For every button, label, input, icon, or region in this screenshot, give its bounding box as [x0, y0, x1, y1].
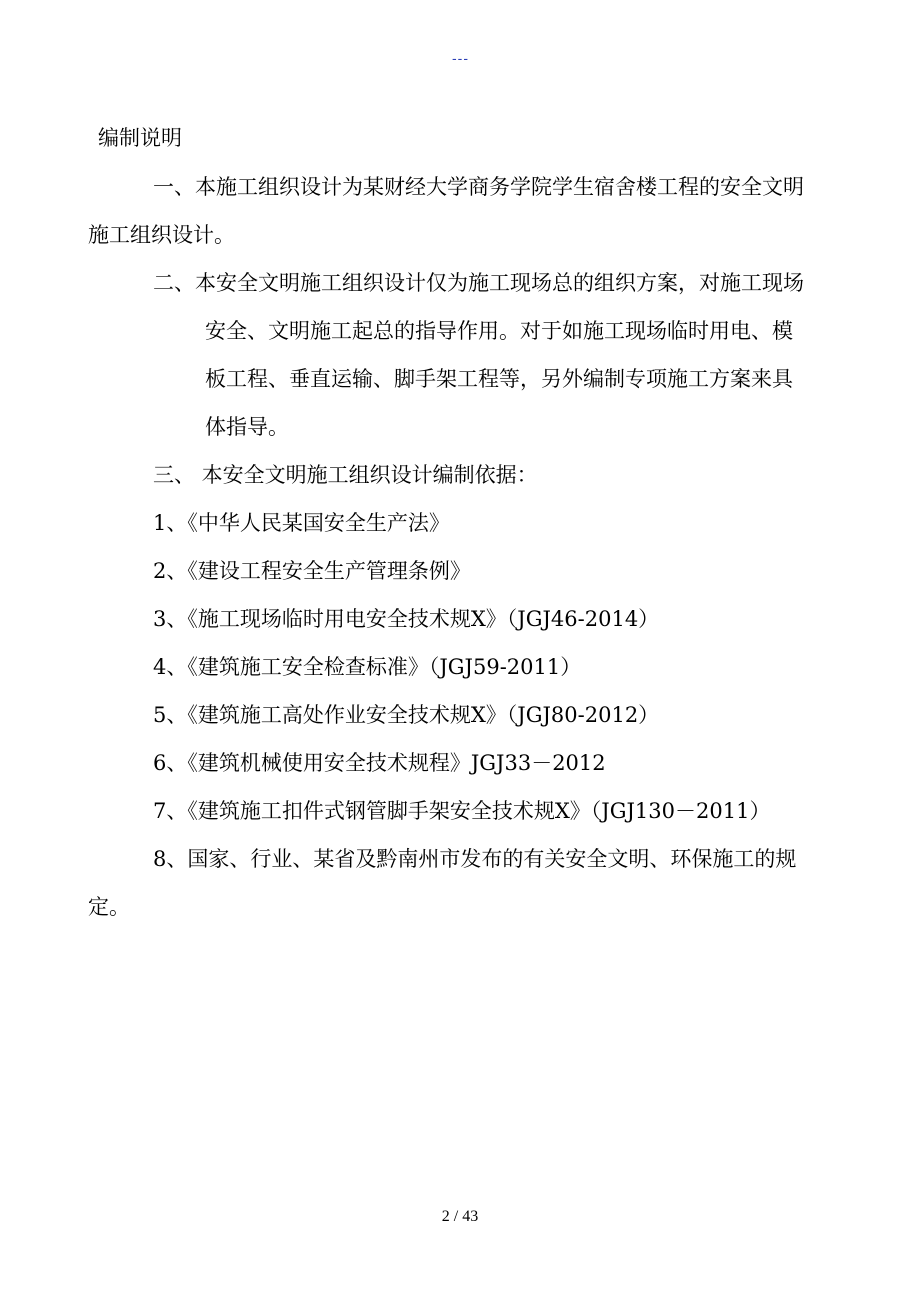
paragraph-1-line-1: 一、本施工组织设计为某财经大学商务学院学生宿舍楼工程的安全文明 [153, 175, 804, 199]
header-mark: --- [452, 50, 469, 66]
basis-item: 5、《建筑施工高处作业安全技术规X》（JGJ80-2012） [153, 703, 660, 727]
basis-item: 6、《建筑机械使用安全技术规程》JGJ33－2012 [153, 751, 606, 775]
basis-item: 2、《建设工程安全生产管理条例》 [153, 559, 471, 583]
paragraph-2-line-4: 体指导。 [205, 415, 289, 439]
document-title: 编制说明 [98, 126, 182, 150]
paragraph-2-line-1: 二、本安全文明施工组织设计仅为施工现场总的组织方案，对施工现场 [153, 271, 804, 295]
basis-item: 1、《中华人民某国安全生产法》 [153, 511, 450, 535]
basis-item: 7、《建筑施工扣件式钢管脚手架安全技术规X》（JGJ130－2011） [153, 799, 771, 823]
paragraph-2-line-2: 安全、文明施工起总的指导作用。对于如施工现场临时用电、模 [205, 319, 793, 343]
paragraph-1-line-2: 施工组织设计。 [88, 223, 235, 247]
basis-item-8-line-1: 8、国家、行业、某省及黔南州市发布的有关安全文明、环保施工的规 [153, 847, 797, 871]
page-number: 2 / 43 [441, 1208, 479, 1225]
basis-item-8-line-2: 定。 [88, 895, 130, 919]
paragraph-2-line-3: 板工程、垂直运输、脚手架工程等，另外编制专项施工方案来具 [205, 367, 793, 391]
paragraph-3: 三、 本安全文明施工组织设计编制依据： [153, 463, 538, 487]
basis-item: 3、《施工现场临时用电安全技术规X》（JGJ46-2014） [153, 607, 660, 631]
basis-item: 4、《建筑施工安全检查标准》（JGJ59-2011） [153, 655, 582, 679]
